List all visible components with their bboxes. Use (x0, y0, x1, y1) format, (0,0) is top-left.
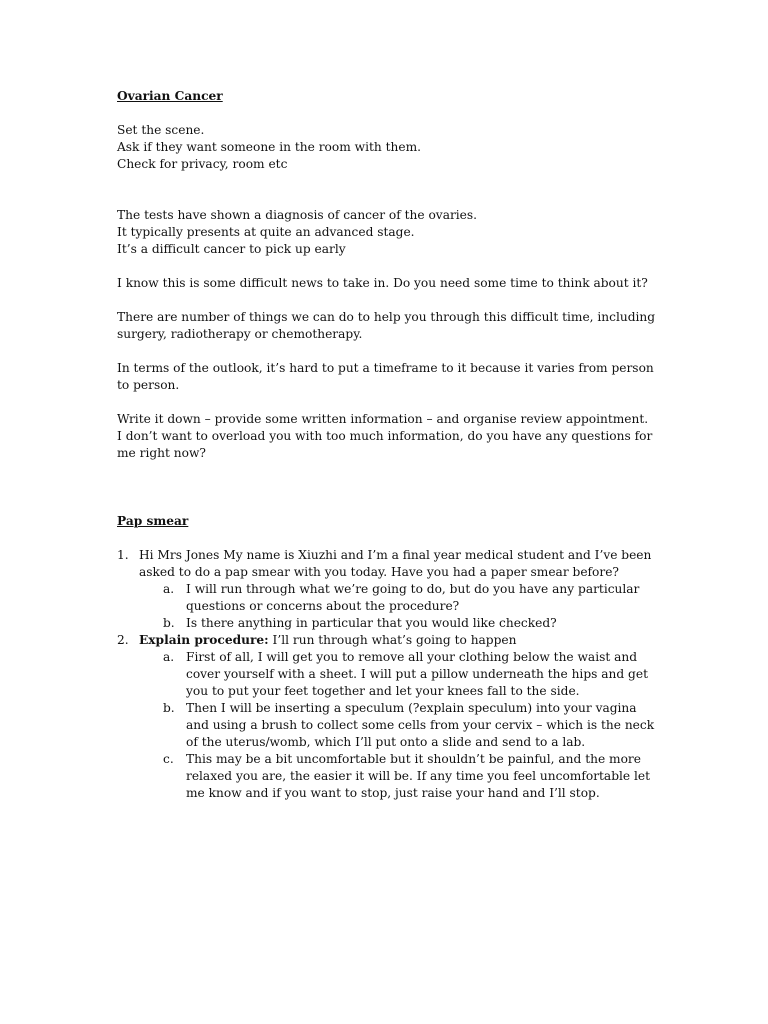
set-scene-block (117, 122, 657, 173)
spacer (117, 462, 657, 513)
spacer (117, 292, 657, 309)
document-page (117, 88, 657, 802)
diagnosis-line: The tests have shown a diagnosis of cancer of the ovaries. (117, 208, 478, 222)
pap-steps-list (117, 547, 657, 802)
scene-line: Check for privacy, room etc (117, 157, 288, 171)
sub-step-text: Then I will be inserting a speculum (?explain speculum) into your vagina and using a brush to collect some cells from your cervix – which is the neck of the uterus/womb, which I’ll put onto a slide and send to a lab. (186, 701, 655, 749)
list-marker: 2. (117, 633, 129, 647)
treatment-paragraph: There are number of things we can do to help you through this difficult time, including surgery, radiotherapy or chemotherapy. (117, 310, 656, 341)
diagnosis-line: It typically presents at quite an advanced stage. (117, 225, 415, 239)
step-lead: Explain procedure: (139, 633, 269, 647)
questions-paragraph: I don’t want to overload you with too much information, do you have any questions for me right now? (117, 429, 653, 460)
sub-list (139, 649, 657, 802)
list-item (163, 581, 657, 615)
pap-smear-heading: Pap smear (117, 514, 189, 528)
list-marker: b. (163, 616, 175, 630)
list-item (117, 547, 657, 632)
spacer (117, 105, 657, 122)
outlook-paragraph: In terms of the outlook, it’s hard to put a timeframe to it because it varies from person to person. (117, 361, 654, 392)
list-marker: a. (163, 650, 175, 664)
sub-list (139, 581, 657, 632)
scene-line: Set the scene. (117, 123, 205, 137)
spacer (117, 343, 657, 360)
ovarian-cancer-heading: Ovarian Cancer (117, 89, 223, 103)
list-item (163, 649, 657, 700)
diagnosis-block (117, 207, 657, 258)
spacer (117, 394, 657, 411)
news-paragraph: I know this is some difficult news to take in. Do you need some time to think about it? (117, 276, 648, 290)
list-marker: c. (163, 752, 174, 766)
list-item (163, 700, 657, 751)
diagnosis-line: It’s a difficult cancer to pick up early (117, 242, 346, 256)
list-marker: a. (163, 582, 175, 596)
spacer (117, 258, 657, 275)
sub-step-text: Is there anything in particular that you would like checked? (186, 616, 557, 630)
sub-step-text: First of all, I will get you to remove all your clothing below the waist and cover yourself with a sheet. I will put a pillow underneath the hips and get you to put your feet together and let your knees fall to the side. (186, 650, 648, 698)
sub-step-text: I will run through what we’re going to do, but do you have any particular questions or concerns about the procedure? (186, 582, 640, 613)
list-item (163, 615, 657, 632)
step-text: Hi Mrs Jones My name is Xiuzhi and I’m a final year medical student and I’ve been asked to do a pap smear with you today. Have you had a paper smear before? (139, 548, 652, 579)
scene-line: Ask if they want someone in the room with them. (117, 140, 421, 154)
sub-step-text: This may be a bit uncomfortable but it shouldn’t be painful, and the more relaxed you are, the easier it will be. If any time you feel uncomfortable let me know and if you want to stop, just raise your hand and I’ll stop. (186, 752, 650, 800)
list-marker: 1. (117, 548, 129, 562)
list-item (163, 751, 657, 802)
spacer (117, 173, 657, 207)
step-text: I’ll run through what’s going to happen (268, 633, 517, 647)
spacer (117, 530, 657, 547)
list-marker: b. (163, 701, 175, 715)
list-item (117, 632, 657, 802)
write-down-paragraph: Write it down – provide some written information – and organise review appointment. (117, 412, 649, 426)
